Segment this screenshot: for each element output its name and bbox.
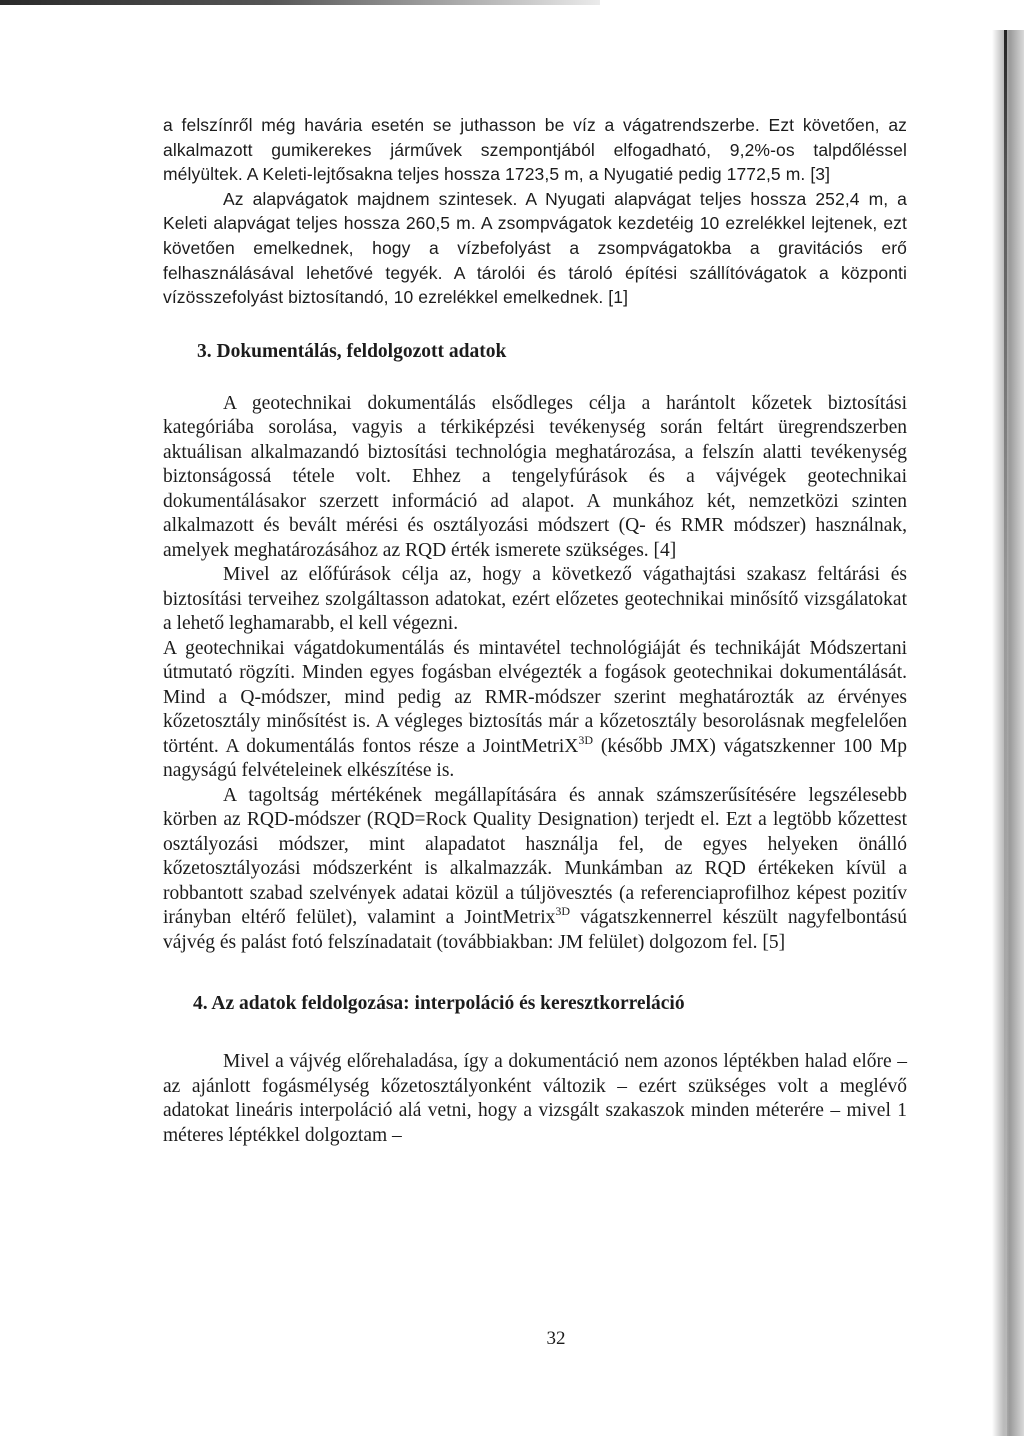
scan-top-edge xyxy=(0,0,600,5)
body-paragraph: Mivel az előfúrások célja az, hogy a következő vágathajtási szakasz feltárási és biztosítási terveihez szolgáltasson adatokat, ezért előzetes geotechnikai minősítő vizsgálatokat a lehető leghamarabb, el kell végezni. xyxy=(163,564,907,635)
scan-right-edge xyxy=(992,30,1024,1436)
superscript: 3D xyxy=(555,904,571,919)
section-heading: 4. Az adatok feldolgozása: interpoláció és keresztkorreláció xyxy=(193,993,685,1015)
body-paragraph: A geotechnikai dokumentálás elsődleges célja a harántolt kőzetek biztosítási kategóriába sorolása, vagyis a térkiképzési tevékenység során feltárt üregrendszerben aktuálisan alkalmazandó biztosítási technológia meghatározása, a felszín alatti tevékenység biztonságossá tétele volt. Ehhez a tengelyfúrások és a vájvégek geotechnikai dokumentálásakor szerzett információ ad alapot. A munkához két, nemzetközi szinten alkalmazott és bevált mérési és osztályozási módszert (Q- és RMR módszer) használnak, amelyek meghatározásához az RQD érték ismerete szükséges. [4] xyxy=(163,392,907,561)
page-number: 32 xyxy=(546,1328,566,1349)
page-body xyxy=(163,113,907,1148)
paragraph-text: A tagoltság mértékének megállapítására és annak számszerűsítésére legszélesebb körben az RQD-módszer (RQD=Rock Quality Designation) terjedt el. Ezt a legtöbb kőzettest osztályozási módszer, mint alapadatot használja fel, de egyes helyeken önálló kőzetosztályozási módszerként is alkalmazzák. Munkámban az RQD értékeken kívül a robbantott szabad szelvények adatai közül a túljövesztés (a referenciaprofilhoz képest pozitív irányban eltérő felület), valamint a JointMetrix xyxy=(163,784,907,929)
paragraph-text: vágatszkennerrel készült nagyfelbontású vájvég és palást fotó felszínadatait (továbbiakban: JM felület) dolgozom fel. [5] xyxy=(163,907,907,953)
paragraph-text: (később JMX) vágatszkenner 100 Mp nagyságú felvételeinek elkészítése is. xyxy=(163,735,907,782)
body-paragraph: Az alapvágatok majdnem szintesek. A Nyugati alapvágat teljes hossza 252,4 m, a Keleti alapvágat teljes hossza 260,5 m. A zsompvágatok kezdetéig 10 ezrelékkel lejtenek, ezt követően emelkednek, hogy a vízbefolyást a zsompvágatokba a gravitációs erő felhasználásával lehetővé tegyék. A tárolói és tároló építési szállítóvágatok a központi vízösszefolyást biztosítandó, 10 ezrelékkel emelkednek. [1] xyxy=(163,188,907,308)
body-paragraph xyxy=(163,637,907,784)
body-paragraph: a felszínről még havária esetén se juthasson be víz a vágatrendszerbe. Ezt követően, az alkalmazott gumikerekes járművek szempontjából elfogadható, 9,2%-os talpdőléssel mélyültek. A Keleti-lejtősakna teljes hossza 1723,5 m, a Nyugatié pedig 1772,5 m. [3] xyxy=(163,115,907,185)
body-paragraph: Mivel a vájvég előrehaladása, így a dokumentáció nem azonos léptékben halad előre – az ajánlott fogásmélység kőzetosztályonként változik – ezért szükséges volt a meglévő adatokat lineáris interpoláció alá vetni, hogy a vizsgált szakaszok minden méterére – mivel 1 méteres léptékkel dolgoztam – xyxy=(163,1051,907,1146)
superscript: 3D xyxy=(578,732,594,747)
scan-page-edge-line xyxy=(1004,30,1007,1436)
section-heading: 3. Dokumentálás, feldolgozott adatok xyxy=(197,340,507,362)
paragraph-text: A geotechnikai vágatdokumentálás és mintavétel technológiáját és technikáját Módszertani útmutató rögzíti. Minden egyes fogásban elvégezték a fogások geotechnikai dokumentálását. Mind a Q-módszer, mind pedig az RMR-módszer szerint meghatározták az érvényes kőzetosztály minősítést is. A végleges biztosítás már a kőzetosztály besorolásnak megfelelően történt. A dokumentálás fontos része a JointMetriX xyxy=(163,637,907,757)
body-paragraph xyxy=(163,784,907,956)
